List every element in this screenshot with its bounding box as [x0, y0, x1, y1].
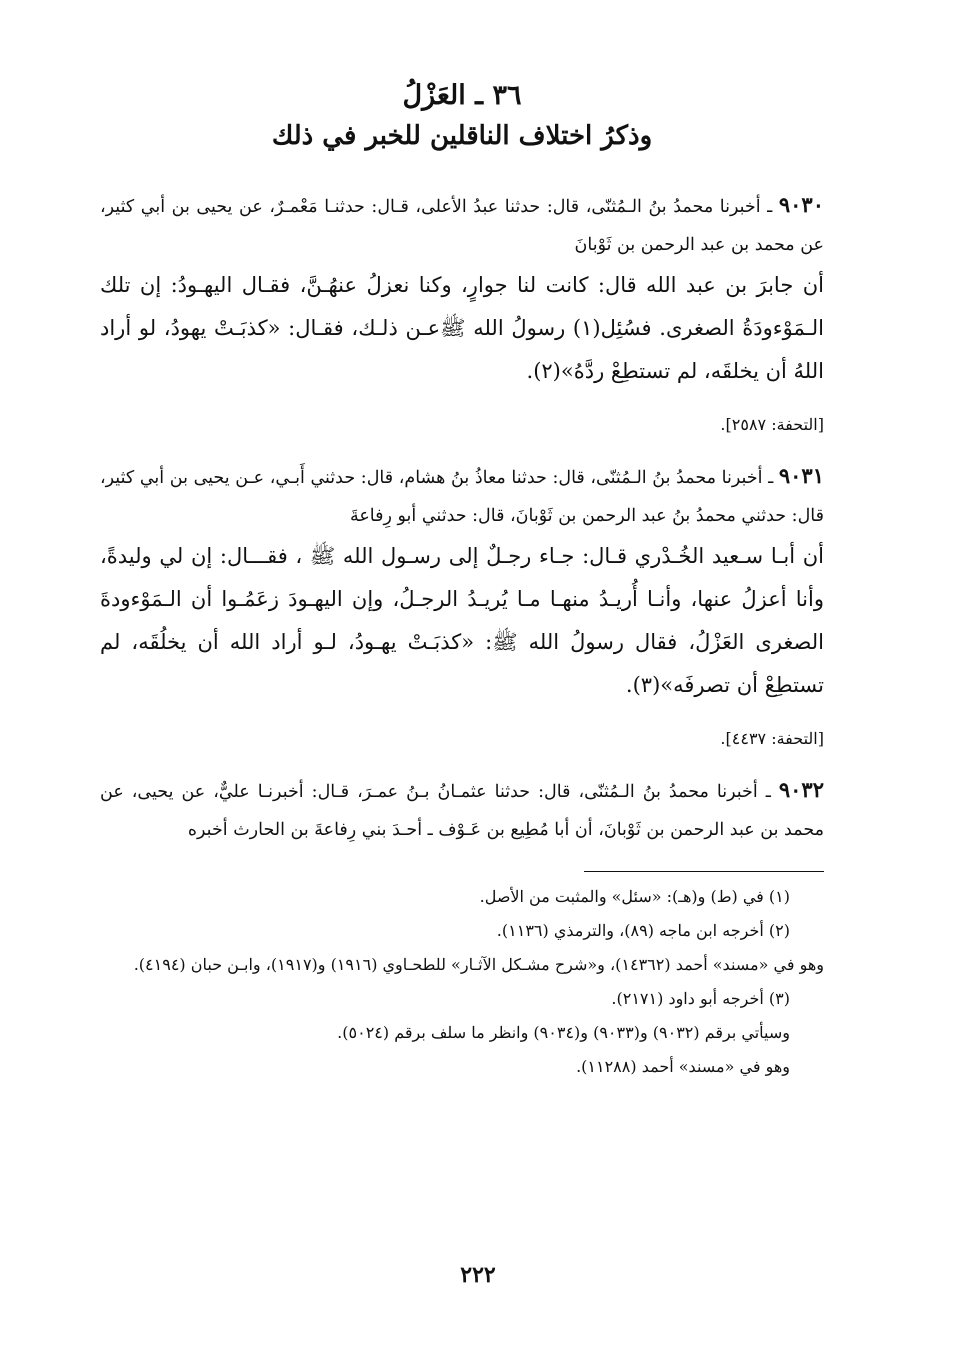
footnote-1: (١) في (ط) و(هـ): «سئل» والمثبت من الأصل.	[479, 887, 790, 906]
footnotes	[100, 880, 824, 1084]
isnad-text: ـ أخبرنا محمدُ بنُ الـمُثنّى، قال: حدثنا معاذُ بنُ هشام، قال: حدثني أَبـي، عـن يحيى بن أبي كثير، قال: حدثني محمدُ بنُ عبد الرحمن بن ثَوْبانَ، قال: حدثني أبو رِفاعةَ	[100, 468, 824, 526]
chapter-subtitle: وذكرُ اختلاف الناقلين للخبر في ذلك	[271, 121, 653, 151]
footnote-3-continued: وسيأتي برقم (٩٠٣٢) و(٩٠٣٣) و(٩٠٣٤) وانظر ما سلف برقم (٥٠٢٤).	[337, 1023, 790, 1042]
hadith-number: ٩٠٣١	[778, 463, 824, 488]
isnad-text: ـ أخبرنا محمدُ بنُ الـمُثنّى، قال: حدثنا عثمـانُ بـنُ عمـرَ، قـال: أخبرنـا عليٌّ، عن يحيى، عن محمد بن عبد الرحمن بن ثَوْبانَ، أن أبا مُطِيع بن عَـوْف ـ أحـدَ بني رِفاعةَ بن الحارث أخبره	[100, 782, 824, 840]
hadith-matn: أن جابرَ بن عبد الله قال: كانت لنا جوارٍ، وكنا نعزلُ عنهُـنَّ، فقـال اليهـودُ: إن تلك الـمَوْءودَةُ الصغرى. فسُئِل(١) رسولُ الله ﷺعـن ذلـك، فقـال: «كذبَـتْ يهودُ، لو أراد اللهُ أن يخلقَه، لم تستطِعْ ردَّهُ»(٢).	[100, 273, 825, 383]
tuhfa-reference: [التحفة: ٤٤٣٧].	[720, 729, 824, 748]
hadith-9030	[100, 186, 824, 437]
hadith-number: ٩٠٣٢	[778, 777, 824, 802]
footnote-3: (٣) أخرجه أبو داود (٢١٧١).	[611, 989, 790, 1008]
hadith-isnad	[100, 457, 824, 535]
hadith-matn: أن أبـا سـعيد الخُـدْري قـال: جـاء رجـلٌ إلى رسـول الله ﷺ ، فقـــال: إن لي وليدةً، وأنا أعزلُ عنها، وأنـا أُريـدُ منهـا مـا يُريـدُ الرجـلُ، وإن اليهـودَ زعَمُـوا أن الـمَوْءودةَ الصغرى العَزْلُ، فقال رسولُ الله ﷺ: «كذبَـتْ يهـودُ، لـو أراد الله أن يخلُقَه، لم تستطِعْ أن تصرفَه»(٣).	[100, 544, 824, 697]
footnote-2: (٢) أخرجه ابن ماجه (٨٩)، والترمذي (١١٣٦).	[496, 921, 790, 940]
document-page	[100, 70, 824, 1084]
hadith-isnad	[100, 771, 824, 849]
chapter-title: ٣٦ ـ العَزْلُ	[402, 80, 522, 111]
hadith-number: ٩٠٣٠	[778, 192, 824, 217]
hadith-isnad	[100, 186, 824, 264]
isnad-text: ـ أخبرنا محمدُ بنُ الـمُثنّى، قال: حدثنا عبدُ الأعلى، قـال: حدثنـا مَعْمـرٌ، عن يحيى بن أبي كثير، عن محمد بن عبد الرحمن بن ثَوْبانَ	[100, 197, 824, 255]
hadith-9032	[100, 771, 824, 849]
page-number: ٢٢٢	[460, 1262, 496, 1288]
footnote-2-continued: وهو في «مسند» أحمد (١٤٣٦٢)، و«شرح مشـكل الآثـار» للطحـاوي (١٩١٦) و(١٩١٧)، وابـن حبان (٤١٩٤).	[133, 955, 824, 974]
tuhfa-reference: [التحفة: ٢٥٨٧].	[720, 415, 824, 434]
footnote-divider	[584, 871, 824, 872]
hadith-9031	[100, 457, 824, 751]
footnote-3-source: وهو في «مسند» أحمد (١١٢٨٨).	[576, 1057, 790, 1076]
